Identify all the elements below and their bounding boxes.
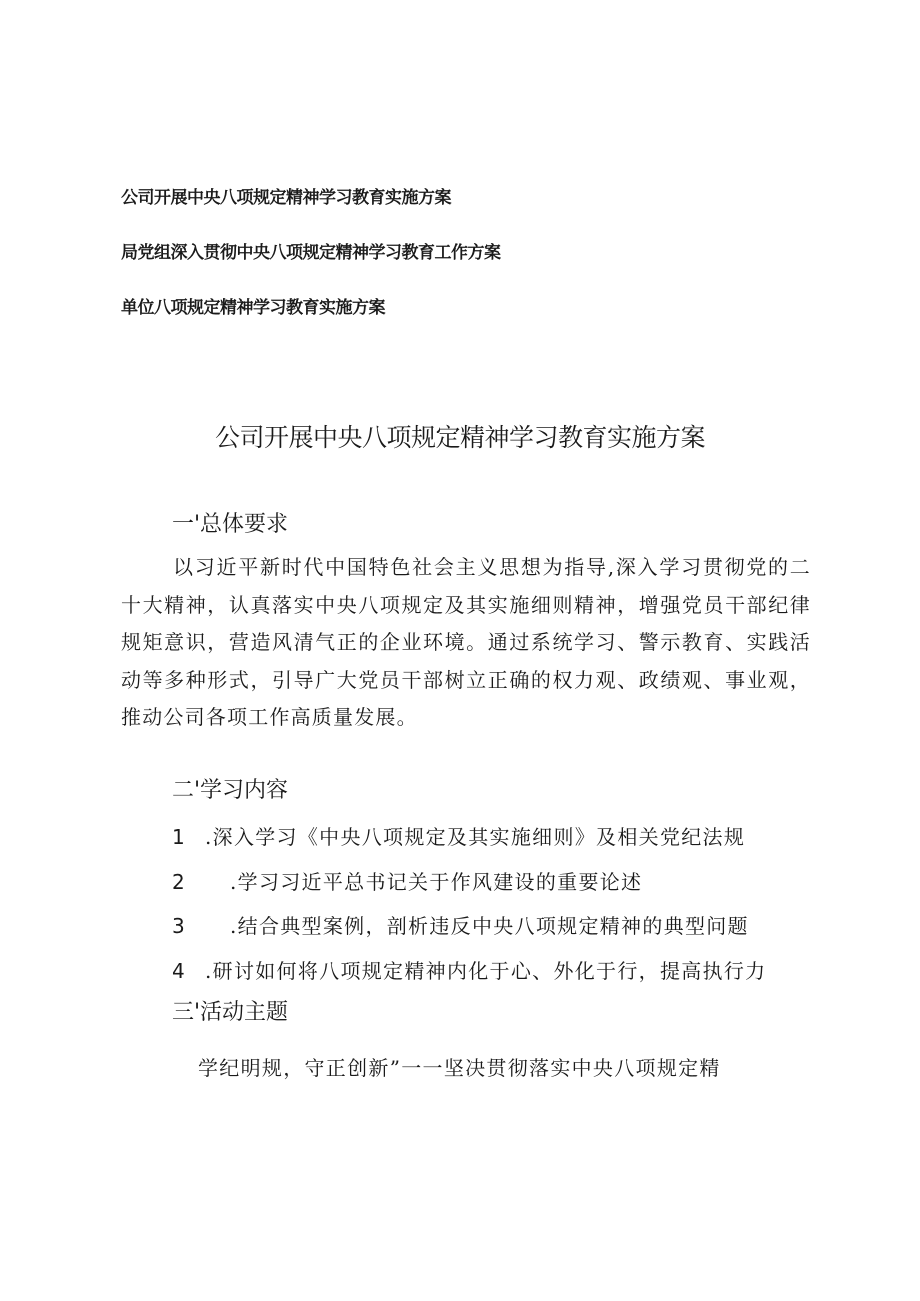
section-heading-activity-theme: 三'活动主题 [172,1000,289,1025]
toc-item: 局党组深入贯彻中央八项规定精神学习教育工作方案 [121,243,501,263]
section-paragraph: 以习近平新时代中国特色社会主义思想为指导,深入学习贯彻党的二十大精神，认真落实中央八项规定及其实施细则精神，增强党员干部纪律规矩意识，营造风清气正的企业环境。通过系统学习、警示教育、实践活动等多种形式，引导广大党员干部树立正确的权力观、政绩观、事业观，推动公司各项工作高质量发展。 [121,555,811,729]
section-heading-general-requirements: 一'总体要求 [172,512,289,537]
list-item-text: .深入学习《中央八项规定及其实施细则》及相关党纪法规 [205,825,746,849]
activity-theme-text: 学纪明规，守正创新”一一坚决贯彻落实中央八项规定精 [198,1056,721,1080]
list-item-number: 3 [172,914,185,938]
toc-item: 单位八项规定精神学习教育实施方案 [121,298,385,318]
list-item-text: .研讨如何将八项规定精神内化于心、外化于行，提高执行力 [205,959,767,983]
document-title: 公司开展中央八项规定精神学习教育实施方案 [214,423,705,452]
list-item-text: .学习习近平总书记关于作风建设的重要论述 [230,870,643,894]
table-of-contents [121,183,821,348]
list-item-number: 4 [172,959,185,983]
list-item [172,819,745,855]
toc-item: 公司开展中央八项规定精神学习教育实施方案 [121,188,451,208]
list-item-number: 2 [172,870,185,894]
list-item [172,864,642,900]
list-item-number: 1 [172,825,185,849]
list-item [172,908,749,944]
list-item-text: .结合典型案例，剖析违反中央八项规定精神的典型问题 [230,914,749,938]
list-item [172,953,766,989]
section-heading-study-content: 二'学习内容 [172,778,289,803]
